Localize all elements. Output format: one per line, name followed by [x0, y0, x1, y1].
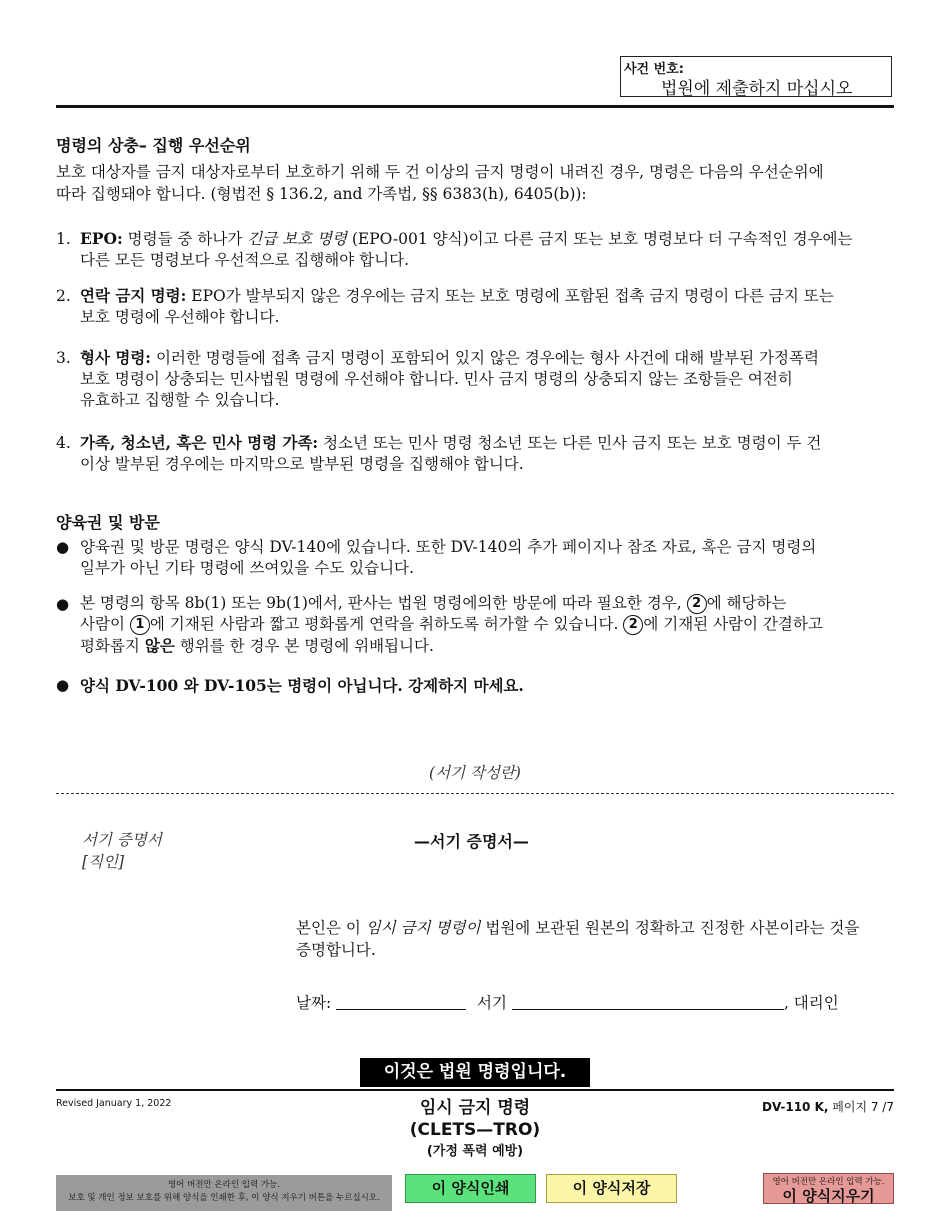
custody-bullet-2: 본 명령의 항목 8b(1) 또는 9b(1)에서, 판사는 법원 명령에의한 방문에 따라 필요한 경우, 2 에 해당하는 사람이 1 에 기재된 사람과 짧고 평화롭게 연락을 취하도록 허가할 수 있습니다. 2 에 기재된 사람이 간결하고 평화롭지 않은 행위를 한 경우 본 명령에 위배됩니다.	[80, 594, 823, 655]
date-field[interactable]	[336, 993, 466, 1010]
circle-2-icon: 2	[623, 615, 643, 635]
date-label: 날짜:	[296, 994, 332, 1012]
case-number-value: 법원에 제출하지 마십시오	[661, 79, 853, 99]
privacy-notice: 영어 버전만 온라인 입력 가능. 보호 및 개인 정보 보호를 위해 양식을 인쇄한 후, 이 양식 지우기 버튼을 누르십시오.	[56, 1175, 392, 1211]
conflict-intro	[56, 161, 896, 205]
custody-bullet-3: 양식 DV-100 와 DV-105는 명령이 아닙니다. 강제하지 마세요.	[80, 676, 524, 695]
bullet-icon: ●	[56, 538, 70, 556]
item-number: 3.	[56, 349, 71, 367]
deputy-label: , 대리인	[783, 994, 839, 1012]
revised-date: Revised January 1, 2022	[56, 1098, 172, 1109]
save-form-button[interactable]: 이 양식저장	[546, 1174, 677, 1203]
clerk-signature-field[interactable]	[512, 993, 784, 1010]
clerk-dashed-rule	[56, 793, 894, 794]
item-number: 1.	[56, 230, 71, 248]
form-title: 임시 금지 명령 (CLETS—TRO) (가정 폭력 예방)	[409, 1098, 541, 1159]
priority-item-no-contact: 연락 금지 명령: EPO가 발부되지 않은 경우에는 금지 또는 보호 명령에 포함된 접촉 금지 명령이 다른 금지 또는 보호 명령에 우선해야 합니다.	[80, 286, 834, 326]
custody-bullet-1: 양육권 및 방문 명령은 양식 DV-140에 있습니다. 또한 DV-140의 추가 페이지나 참조 자료, 혹은 금지 명령의 일부가 아닌 기타 명령에 쓰여있을 수도 있습니다.	[80, 538, 817, 577]
form-page-info: DV-110 K, 페이지 7 /7	[762, 1100, 894, 1114]
conflict-intro-line-2: 따라 집행돼야 합니다. (형법전 § 136.2, and 가족법, §§ 6383(h), 6405(b)):	[56, 185, 587, 203]
priority-item-family: 가족, 청소년, 혹은 민사 명령 가족: 청소년 또는 민사 명령 청소년 또는 다른 민사 금지 또는 보호 명령이 두 건 이상 발부된 경우에는 마지막으로 발부된 명령을 집행해야 합니다.	[80, 433, 822, 473]
circle-1-icon: 1	[130, 615, 150, 635]
header-rule	[56, 105, 894, 108]
conflict-title: 명령의 상충– 집행 우선순위	[56, 136, 251, 155]
clerk-label: 서기	[477, 994, 507, 1012]
case-number-label: 사건 번호:	[624, 62, 684, 77]
item-number: 4.	[56, 434, 71, 452]
cert-statement: 본인은 이 임시 금지 명령이 법원에 보관된 원본의 정확하고 진정한 사본이라는 것을 증명합니다.	[296, 919, 860, 959]
item-number: 2.	[56, 287, 71, 305]
clerk-fill-label: (서기 작성란)	[429, 764, 521, 782]
cert-signature-row	[296, 992, 896, 1014]
priority-item-criminal: 형사 명령: 이러한 명령들에 접촉 금지 명령이 포함되어 있지 않은 경우에는 형사 사건에 대해 발부된 가정폭력 보호 명령이 상충되는 민사법원 명령에 우선해야 합니다. 민사 금지 명령의 상충되지 않는 조항들은 여전히 유효하고 집행할 수 있습니다.	[80, 348, 819, 409]
case-number-box	[620, 56, 892, 97]
priority-item-epo: EPO: 명령들 중 하나가 긴급 보호 명령 (EPO-001 양식)이고 다른 금지 또는 보호 명령보다 더 구속적인 경우에는 다른 모든 명령보다 우선적으로 집행해야 합니다.	[80, 229, 853, 269]
cert-title: —서기 증명서—	[414, 832, 529, 851]
court-order-banner: 이것은 법원 명령입니다.	[360, 1058, 590, 1087]
bullet-icon: ●	[56, 676, 70, 694]
circle-2-icon: 2	[687, 594, 707, 614]
conflict-intro-line-1: 보호 대상자를 금지 대상자로부터 보호하기 위해 두 건 이상의 금지 명령이 내려진 경우, 명령은 다음의 우선순위에	[56, 163, 824, 181]
footer-rule	[56, 1089, 894, 1091]
clear-form-button[interactable]: 영어 버전만 온라인 입력 가능. 이 양식지우기	[763, 1173, 894, 1204]
print-form-button[interactable]: 이 양식인쇄	[405, 1174, 536, 1203]
custody-title: 양육권 및 방문	[56, 513, 160, 532]
clerk-seal-area: 서기 증명서 [직인]	[82, 831, 162, 871]
bullet-icon: ●	[56, 595, 70, 613]
